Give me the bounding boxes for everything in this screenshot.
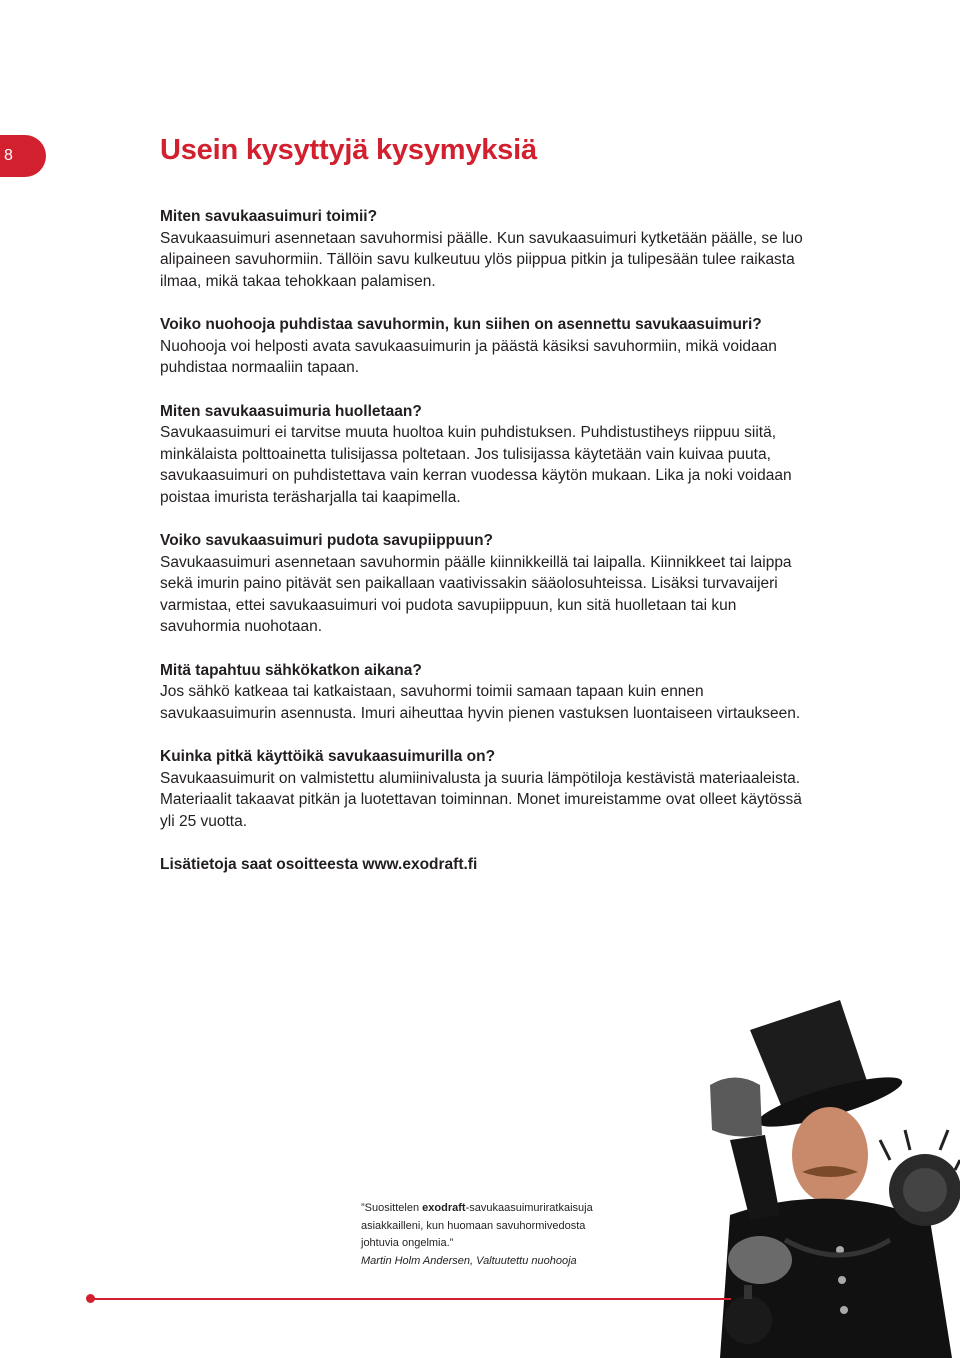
faq-answer: Savukaasuimuri asennetaan savuhormin päälle kiinnikkeillä tai laipalla. Kiinnikkeet tai laippa sekä imurin paino pitävät sen paikallaan vaativissakin sääolosuhteissa. Lisäksi turvavaijeri varmistaa, ettei savukaasuimuri voi pudota savupiippuun, kun sitä huolletaan tai kun savuhormia nuohotaan. [160, 553, 792, 635]
faq-answer: Savukaasuimuri ei tarvitse muuta huoltoa kuin puhdistuksen. Puhdistustiheys riippuu siitä, minkälaista polttoainetta tulisijassa poltetaan. Jos tulisijassa käytetään vain kuivaa puuta, savukaasuimuri on puhdistettava vain kerran vuodessa käytön mukaan. Lika ja noki voidaan poistaa imurista teräsharjalla tai kaapimella. [160, 424, 792, 506]
faq-question: Miten savukaasuimuria huolletaan? [160, 402, 422, 420]
faq-item [160, 206, 810, 292]
faq-question: Voiko nuohooja puhdistaa savuhormin, kun siihen on asennettu savukaasuimuri? [160, 316, 762, 333]
faq-answer: Jos sähkö katkeaa tai katkaistaan, savuhormi toimii samaan tapaan kuin ennen savukaasuimurin asennusta. Imuri aiheuttaa hyvin pienen vastuksen luontaiseen virtaukseen. [160, 683, 801, 722]
faq-answer: Savukaasuimurit on valmistettu alumiinivalusta ja suuria lämpötiloja kestävistä materiaaleista. Materiaalit takaavat pitkän ja luotettavan toiminnan. Monet imureistamme ovat olleet käytössä yli 25 vuotta. [160, 769, 802, 830]
chimney-sweep-photo [690, 990, 960, 1358]
quote-brand: exodraft [422, 1202, 466, 1214]
faq-question: Miten savukaasuimuri toimii? [160, 208, 378, 225]
page-number: 8 [4, 147, 13, 164]
page-number-tab [0, 135, 46, 177]
testimonial-quote [361, 1200, 601, 1270]
page-title: Usein kysyttyjä kysymyksiä [160, 134, 537, 166]
quote-body: -savukaasuimuriratkaisuja asiakkailleni, kun huomaan savuhormivedosta johtuvia ongelmia.” [361, 1202, 593, 1249]
faq-question: Kuinka pitkä käyttöikä savukaasuimurilla on? [160, 748, 496, 765]
faq-item [160, 314, 810, 379]
faq-question: Mitä tapahtuu sähkökatkon aikana? [160, 661, 422, 679]
faq-item [160, 530, 810, 638]
more-info-link-text: Lisätietoja saat osoitteesta www.exodraft.fi [160, 856, 478, 873]
faq-item [160, 401, 810, 509]
quote-open: ”Suosittelen [361, 1202, 423, 1214]
faq-item [160, 660, 810, 725]
quote-text [361, 1200, 601, 1253]
faq-item [160, 746, 810, 832]
faq-answer: Nuohooja voi helposti avata savukaasuimurin ja päästä käsiksi savuhormiin, mikä voidaan puhdistaa normaaliin tapaan. [160, 337, 777, 376]
footer-rule [91, 1298, 731, 1300]
faq-list [160, 206, 810, 876]
faq-answer: Savukaasuimuri asennetaan savuhormisi päälle. Kun savukaasuimuri kytketään päälle, se luo alipaineen savuhormiin. Tällöin savu kulkeutuu ylös piippua pitkin ja tulipesään tulee raikasta ilmaa, mikä takaa tehokkaan palamisen. [160, 229, 803, 290]
faq-question: Voiko savukaasuimuri pudota savupiippuun? [160, 532, 494, 549]
quote-author: Martin Holm Andersen, Valtuutettu nuohooja [361, 1254, 577, 1267]
